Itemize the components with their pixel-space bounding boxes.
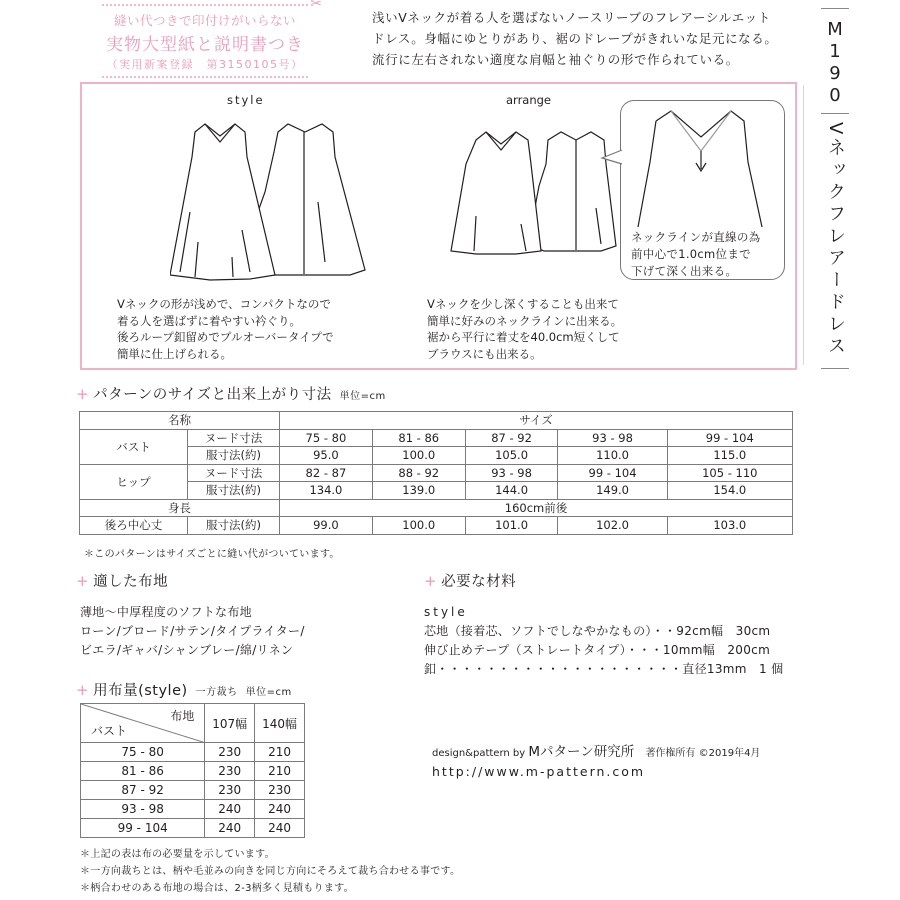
cell: 210: [255, 762, 305, 781]
table-row: [80, 517, 793, 535]
cell: 105.0: [465, 447, 558, 465]
row-label: ヌード寸法: [188, 464, 280, 482]
row-label: 服寸法(約): [188, 447, 280, 465]
intro-line: ドレス。身幅にゆとりがあり、裾のドレープがきれいな足元になる。: [372, 31, 778, 46]
promo-line-3: （実用新案登録 第3150105号）: [106, 58, 304, 71]
cell: 210: [255, 743, 305, 762]
pink-vertical-rule: [803, 85, 804, 365]
caption-line: 簡単に好みのネックラインに出来る。: [427, 313, 623, 328]
caption-line: 後ろループ釦留めでプルオーバータイプで: [117, 330, 334, 344]
column-header: 140幅: [255, 704, 305, 743]
cell: 160cm前後: [280, 499, 793, 517]
materials-subtitle: style: [424, 605, 468, 619]
bubble-line: 下げて深く出来る。: [631, 264, 738, 278]
cell: 139.0: [372, 482, 465, 500]
table-row: [81, 762, 305, 781]
row-label: 99 - 104: [81, 819, 205, 838]
cell: 154.0: [667, 482, 792, 500]
cell: 100.0: [372, 517, 465, 535]
cut-type-label: 一方裁ち: [195, 687, 238, 698]
divider: [821, 113, 849, 114]
plus-icon: +: [424, 572, 438, 590]
materials-section-heading: [424, 570, 516, 591]
plus-icon: +: [76, 681, 90, 699]
cell: 101.0: [465, 517, 558, 535]
materials-list: [424, 603, 783, 679]
yardage-section-heading: [76, 679, 292, 700]
fabric-line: ローン/ブロード/サテン/タイプライター/: [80, 624, 305, 638]
intro-line: 浅いVネックが着る人を選ばないノースリーブのフレアーシルエット: [372, 10, 771, 25]
style-dress-illustration: [170, 112, 370, 287]
fabric-line: ビエラ/ギャバ/シャンブレー/綿/リネン: [80, 643, 294, 657]
section-title: 適した布地: [93, 574, 169, 590]
divider: [821, 8, 849, 9]
fabric-section-heading: [76, 570, 168, 591]
cell: 230: [205, 781, 255, 800]
code-char: 1: [829, 41, 841, 62]
code-char: 9: [829, 63, 841, 84]
cell: 149.0: [558, 482, 667, 500]
note-line: ＊柄合わせのある布地の場合は、2-3柄多く見積もります。: [80, 883, 354, 894]
header-size: サイズ: [280, 412, 793, 430]
note-line: ＊一方向裁ちとは、柄や毛並みの向きを同じ方向にそろえて裁ち合わせる事です。: [80, 866, 461, 877]
caption-line: Vネックを少し深くすることも出来て: [427, 297, 619, 311]
bubble-line: ネックラインが直線の為: [631, 230, 761, 244]
corner-top-label: 布地: [170, 709, 195, 723]
studio-name: Mパターン研究所: [528, 744, 635, 760]
note-line: ＊上記の表は布の必要量を示しています。: [80, 849, 275, 860]
caption-line: 裾から平行に着丈を40.0cm短くして: [427, 330, 620, 344]
table-header-row: [81, 704, 305, 743]
corner-bottom-label: バスト: [91, 724, 128, 738]
neckline-detail-illustration: [626, 107, 776, 227]
cell: 99 - 104: [558, 464, 667, 482]
cell: 105 - 110: [667, 464, 792, 482]
pattern-name: Vネックフレアードレス: [825, 122, 846, 359]
row-group: バスト: [80, 429, 188, 464]
row-group: 後ろ中心丈: [80, 517, 188, 535]
unit-label: 単位=cm: [339, 391, 386, 402]
scissors-icon: ✂: [310, 0, 322, 12]
cell: 115.0: [667, 447, 792, 465]
style-caption: [117, 296, 334, 362]
dotted-rule-bottom: [102, 76, 308, 78]
cell: 240: [205, 800, 255, 819]
code-char: 0: [829, 85, 841, 106]
cell: 87 - 92: [465, 429, 558, 447]
cell: 81 - 86: [372, 429, 465, 447]
cell: 103.0: [667, 517, 792, 535]
yardage-table: [80, 703, 305, 838]
arrange-dress-illustration: [436, 126, 626, 256]
cell: 93 - 98: [465, 464, 558, 482]
section-title: 用布量(style): [93, 683, 188, 699]
cell: 240: [255, 800, 305, 819]
yardage-notes: [80, 846, 460, 897]
material-item: 釦・・・・・・・・・・・・・・・・・・・・直径13mm 1 個: [424, 662, 784, 676]
callout-bubble: [620, 100, 785, 280]
cell: 230: [205, 762, 255, 781]
design-by-label: design&pattern by: [432, 748, 526, 759]
fabric-list: [80, 603, 305, 660]
row-label: 81 - 86: [81, 762, 205, 781]
cell: 99.0: [280, 517, 373, 535]
promo-banner: [100, 0, 322, 78]
material-item: 芯地（接着芯、ソフトでしなやかなもの）・・92cm幅 30cm: [424, 624, 771, 638]
column-header: 107幅: [205, 704, 255, 743]
section-title: 必要な材料: [441, 574, 517, 590]
website-url[interactable]: http://www.m-pattern.com: [432, 764, 646, 779]
style-label: style: [227, 93, 265, 107]
fabric-line: 薄地～中厚程度のソフトな布地: [80, 605, 252, 619]
table-row: [81, 819, 305, 838]
arrange-label: arrange: [506, 93, 552, 107]
code-char: M: [827, 19, 843, 40]
caption-line: ブラウスにも出来る。: [427, 346, 542, 361]
arrange-caption: [427, 296, 622, 362]
cell: 110.0: [558, 447, 667, 465]
pattern-code: [810, 19, 860, 107]
bubble-line: 前中心で1.0cm位まで: [631, 247, 751, 261]
cell: 88 - 92: [372, 464, 465, 482]
cell: 240: [205, 819, 255, 838]
caption-line: Vネックの形が浅めで、コンパクトなので: [117, 297, 331, 311]
promo-line-1: 縫い代つきで印付けがいらない: [113, 13, 296, 28]
material-item: 伸び止めテープ（ストレートタイプ）・・・10mm幅 200cm: [424, 643, 771, 657]
row-label: 服寸法(約): [188, 482, 280, 500]
row-group: ヒップ: [80, 464, 188, 499]
diagonal-header-cell: [81, 704, 205, 743]
table-row: [81, 781, 305, 800]
copyright: 著作権所有 ©2019年4月: [645, 748, 761, 759]
vertical-title: [810, 0, 860, 369]
cell: 144.0: [465, 482, 558, 500]
table-row: [81, 800, 305, 819]
credits: [432, 740, 760, 760]
cell: 93 - 98: [558, 429, 667, 447]
table-row: [81, 743, 305, 762]
cell: 82 - 87: [280, 464, 373, 482]
cell: 230: [205, 743, 255, 762]
bubble-text: [631, 229, 760, 280]
callout-pointer: [600, 148, 624, 168]
cell: 95.0: [280, 447, 373, 465]
cell: 75 - 80: [280, 429, 373, 447]
unit-label: 単位=cm: [245, 687, 292, 698]
cell: 99 - 104: [667, 429, 792, 447]
caption-line: 着る人を選ばずに着やすい衿ぐり。: [117, 313, 301, 328]
header-name: 名称: [80, 412, 280, 430]
row-label: 93 - 98: [81, 800, 205, 819]
size-table: [79, 411, 793, 535]
section-title: パターンのサイズと出来上がり寸法: [93, 387, 332, 403]
table-row: [80, 464, 793, 482]
cell: 134.0: [280, 482, 373, 500]
cell: 102.0: [558, 517, 667, 535]
promo-line-2: 実物大型紙と説明書つき: [106, 35, 304, 55]
divider: [821, 368, 849, 369]
row-label: 身長: [80, 499, 280, 517]
intro-text: [372, 7, 792, 70]
table-row: [80, 429, 793, 447]
plus-icon: +: [76, 572, 90, 590]
row-label: 75 - 80: [81, 743, 205, 762]
row-label: ヌード寸法: [188, 429, 280, 447]
plus-icon: +: [76, 385, 90, 403]
caption-line: 簡単に仕上げられる。: [117, 346, 232, 361]
row-label: 87 - 92: [81, 781, 205, 800]
size-note: ＊このパターンはサイズごとに縫い代がついています。: [84, 549, 340, 560]
cell: 230: [255, 781, 305, 800]
size-section-heading: [76, 383, 386, 404]
cell: 240: [255, 819, 305, 838]
dotted-rule-top: [102, 4, 308, 6]
row-label: 服寸法(約): [188, 517, 280, 535]
table-row: [80, 499, 793, 517]
cell: 100.0: [372, 447, 465, 465]
intro-line: 流行に左右されない適度な肩幅と袖ぐりの形で作られている。: [372, 52, 739, 67]
